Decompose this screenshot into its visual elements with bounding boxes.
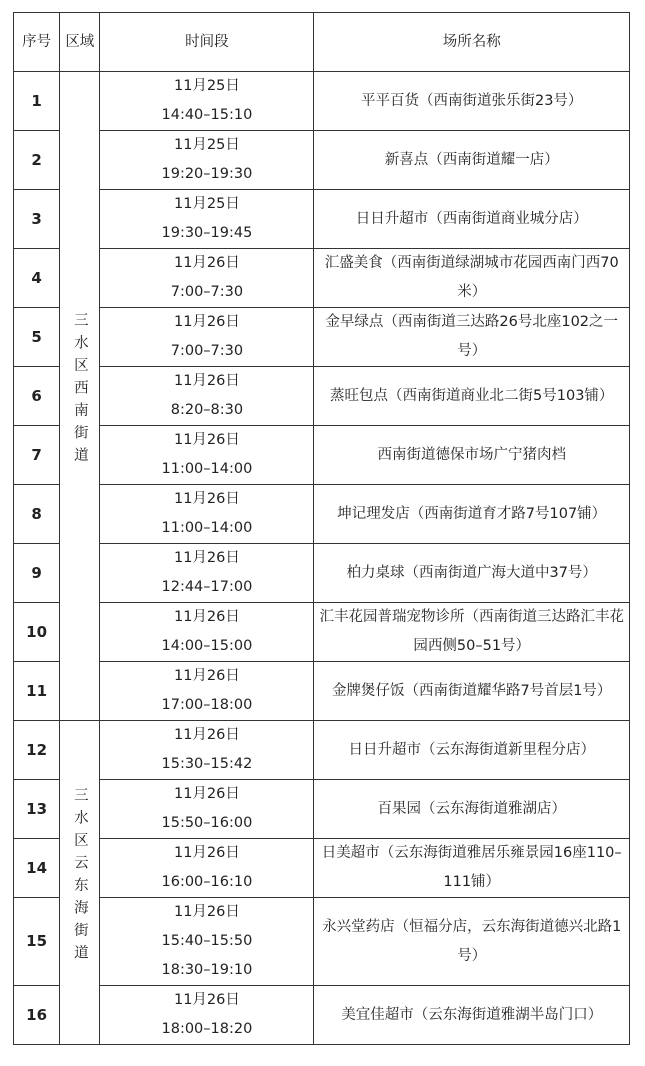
place-name: 平平百货（西南街道张乐街23号） xyxy=(314,72,630,131)
place-name: 美宜佳超市（云东海街道雅湖半岛门口） xyxy=(314,986,630,1045)
place-name: 永兴堂药店（恒福分店，云东海街道德兴北路1号） xyxy=(314,898,630,986)
time-cell xyxy=(100,780,314,839)
table-row xyxy=(14,131,630,190)
table-row xyxy=(14,485,630,544)
table-row xyxy=(14,367,630,426)
row-number: 16 xyxy=(14,986,60,1045)
time-cell xyxy=(100,72,314,131)
time-range-text: 19:20–19:30 xyxy=(161,166,253,182)
time-range-text: 11:00–14:00 xyxy=(161,461,253,477)
date-text: 11月26日 xyxy=(173,727,240,743)
place-name: 蒸旺包点（西南街道商业北二街5号103铺） xyxy=(314,367,630,426)
date-text: 11月26日 xyxy=(173,314,240,330)
time-range-text: 7:00–7:30 xyxy=(170,343,244,359)
table-row xyxy=(14,780,630,839)
time-range-text: 14:00–15:00 xyxy=(161,638,253,654)
time-range-text: 19:30–19:45 xyxy=(161,225,253,241)
date-text: 11月26日 xyxy=(173,904,240,920)
place-name: 日日升超市（云东海街道新里程分店） xyxy=(314,721,630,780)
time-cell xyxy=(100,367,314,426)
row-number: 5 xyxy=(14,308,60,367)
time-cell xyxy=(100,190,314,249)
time-range-text: 11:00–14:00 xyxy=(161,520,253,536)
date-text: 11月26日 xyxy=(173,668,240,684)
date-text: 11月26日 xyxy=(173,432,240,448)
locations-table xyxy=(13,12,630,1045)
place-name: 西南街道德保市场广宁猪肉档 xyxy=(314,426,630,485)
time-cell xyxy=(100,308,314,367)
time-cell xyxy=(100,485,314,544)
date-text: 11月26日 xyxy=(173,992,240,1008)
place-name: 日美超市（云东海街道雅居乐雍景园16座110–111铺） xyxy=(314,839,630,898)
table-row xyxy=(14,249,630,308)
time-range-text: 15:30–15:42 xyxy=(161,756,253,772)
row-number: 6 xyxy=(14,367,60,426)
date-text: 11月25日 xyxy=(173,196,240,212)
time-range-text: 18:30–19:10 xyxy=(161,962,253,978)
time-range-text: 12:44–17:00 xyxy=(161,579,253,595)
time-range-text: 15:50–16:00 xyxy=(161,815,253,831)
time-cell xyxy=(100,249,314,308)
row-number: 13 xyxy=(14,780,60,839)
area-cell xyxy=(60,72,100,721)
date-text: 11月25日 xyxy=(173,137,240,153)
row-number: 2 xyxy=(14,131,60,190)
header-index: 序号 xyxy=(14,13,60,72)
place-name: 日日升超市（西南街道商业城分店） xyxy=(314,190,630,249)
time-cell xyxy=(100,721,314,780)
date-text: 11月26日 xyxy=(173,550,240,566)
table-row xyxy=(14,190,630,249)
table-row xyxy=(14,839,630,898)
table-row xyxy=(14,603,630,662)
place-name: 坤记理发店（西南街道育才路7号107铺） xyxy=(314,485,630,544)
place-name: 金早绿点（西南街道三达路26号北座102之一号） xyxy=(314,308,630,367)
row-number: 1 xyxy=(14,72,60,131)
date-text: 11月26日 xyxy=(173,609,240,625)
table-body xyxy=(14,72,630,1045)
table-row xyxy=(14,544,630,603)
date-text: 11月26日 xyxy=(173,845,240,861)
date-text: 11月26日 xyxy=(173,786,240,802)
table-row xyxy=(14,986,630,1045)
row-number: 10 xyxy=(14,603,60,662)
area-name: 三水区西南街道 xyxy=(71,311,88,470)
header-place: 场所名称 xyxy=(314,13,630,72)
row-number: 11 xyxy=(14,662,60,721)
row-number: 3 xyxy=(14,190,60,249)
time-cell xyxy=(100,898,314,986)
time-cell xyxy=(100,986,314,1045)
time-range-text: 14:40–15:10 xyxy=(161,107,253,123)
header-row xyxy=(14,13,630,72)
time-range-text: 16:00–16:10 xyxy=(161,874,253,890)
time-cell xyxy=(100,603,314,662)
time-range-text: 8:20–8:30 xyxy=(170,402,244,418)
place-name: 汇盛美食（西南街道绿湖城市花园西南门西70米） xyxy=(314,249,630,308)
header-area: 区域 xyxy=(60,13,100,72)
row-number: 7 xyxy=(14,426,60,485)
place-name: 新喜点（西南街道耀一店） xyxy=(314,131,630,190)
row-number: 9 xyxy=(14,544,60,603)
row-number: 4 xyxy=(14,249,60,308)
date-text: 11月26日 xyxy=(173,491,240,507)
place-name: 金牌煲仔饭（西南街道耀华路7号首层1号） xyxy=(314,662,630,721)
table-row xyxy=(14,426,630,485)
time-cell xyxy=(100,131,314,190)
row-number: 12 xyxy=(14,721,60,780)
date-text: 11月26日 xyxy=(173,373,240,389)
row-number: 14 xyxy=(14,839,60,898)
time-range-text: 18:00–18:20 xyxy=(161,1021,253,1037)
time-range-text: 7:00–7:30 xyxy=(170,284,244,300)
area-cell xyxy=(60,721,100,1045)
area-name: 三水区云东海街道 xyxy=(71,787,88,967)
time-cell xyxy=(100,839,314,898)
time-range-text: 17:00–18:00 xyxy=(161,697,253,713)
place-name: 汇丰花园普瑞宠物诊所（西南街道三达路汇丰花园西侧50–51号） xyxy=(314,603,630,662)
time-cell xyxy=(100,544,314,603)
row-number: 15 xyxy=(14,898,60,986)
row-number: 8 xyxy=(14,485,60,544)
place-name: 百果园（云东海街道雅湖店） xyxy=(314,780,630,839)
time-cell xyxy=(100,662,314,721)
time-range-text: 15:40–15:50 xyxy=(161,933,253,949)
date-text: 11月26日 xyxy=(173,255,240,271)
table-row xyxy=(14,662,630,721)
table-row xyxy=(14,721,630,780)
place-name: 柏力桌球（西南街道广海大道中37号） xyxy=(314,544,630,603)
table-row xyxy=(14,898,630,986)
time-cell xyxy=(100,426,314,485)
table-row xyxy=(14,72,630,131)
header-time: 时间段 xyxy=(100,13,314,72)
table-row xyxy=(14,308,630,367)
date-text: 11月25日 xyxy=(173,78,240,94)
